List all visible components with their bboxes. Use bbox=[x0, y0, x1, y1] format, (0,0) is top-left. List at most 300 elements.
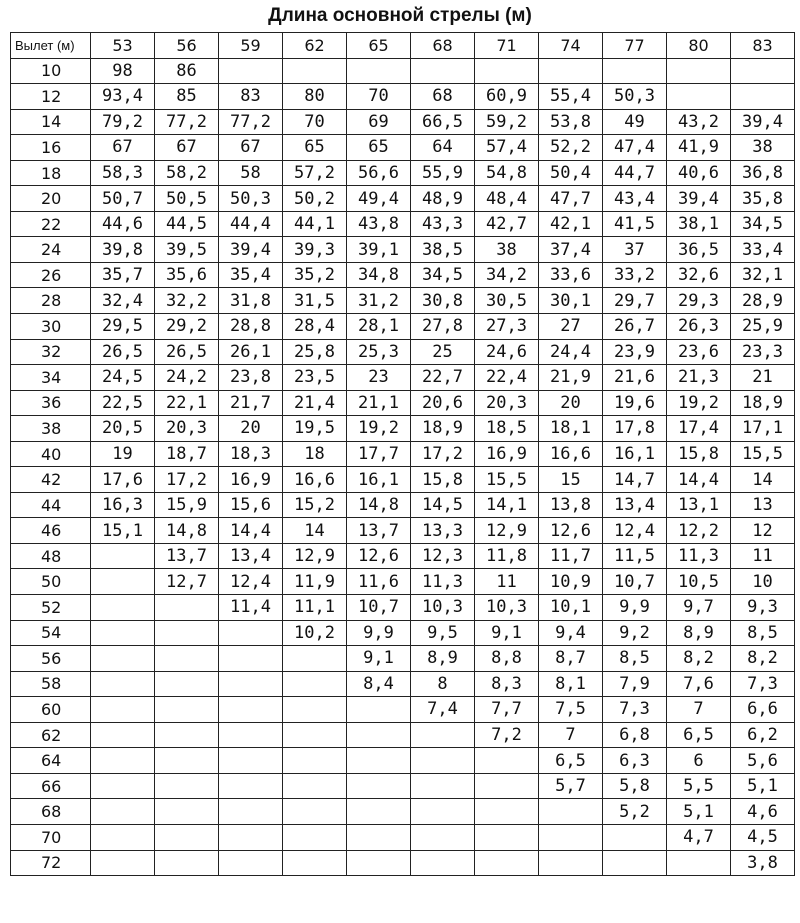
capacity-cell: 15 bbox=[539, 467, 603, 493]
capacity-cell: 9,5 bbox=[411, 620, 475, 646]
capacity-cell: 12,2 bbox=[667, 518, 731, 544]
table-row bbox=[11, 824, 795, 850]
capacity-cell: 39,3 bbox=[283, 237, 347, 263]
capacity-cell: 57,2 bbox=[283, 160, 347, 186]
reach-cell: 70 bbox=[11, 824, 91, 850]
capacity-cell: 16,1 bbox=[603, 441, 667, 467]
capacity-cell bbox=[155, 722, 219, 748]
capacity-cell: 50,4 bbox=[539, 160, 603, 186]
reach-cell: 66 bbox=[11, 773, 91, 799]
capacity-cell: 24,4 bbox=[539, 339, 603, 365]
table-row bbox=[11, 339, 795, 365]
capacity-cell: 80 bbox=[283, 84, 347, 110]
capacity-cell: 25,8 bbox=[283, 339, 347, 365]
capacity-cell: 7,2 bbox=[475, 722, 539, 748]
capacity-cell: 20,3 bbox=[475, 390, 539, 416]
capacity-cell: 9,4 bbox=[539, 620, 603, 646]
capacity-cell bbox=[219, 748, 283, 774]
capacity-cell: 21,7 bbox=[219, 390, 283, 416]
capacity-cell: 49 bbox=[603, 109, 667, 135]
capacity-cell bbox=[91, 850, 155, 876]
reach-cell: 26 bbox=[11, 262, 91, 288]
capacity-cell: 39,4 bbox=[219, 237, 283, 263]
capacity-cell: 15,8 bbox=[411, 467, 475, 493]
capacity-cell bbox=[91, 646, 155, 672]
capacity-cell: 4,7 bbox=[667, 824, 731, 850]
capacity-cell: 28,1 bbox=[347, 314, 411, 340]
capacity-cell: 19,2 bbox=[347, 416, 411, 442]
capacity-cell: 59,2 bbox=[475, 109, 539, 135]
capacity-cell: 53,8 bbox=[539, 109, 603, 135]
capacity-cell: 8,7 bbox=[539, 646, 603, 672]
capacity-cell: 13 bbox=[731, 492, 795, 518]
capacity-cell bbox=[219, 722, 283, 748]
boom-length-header: 71 bbox=[475, 33, 539, 59]
capacity-cell: 39,8 bbox=[91, 237, 155, 263]
capacity-cell: 17,8 bbox=[603, 416, 667, 442]
capacity-cell: 52,2 bbox=[539, 135, 603, 161]
capacity-cell: 69 bbox=[347, 109, 411, 135]
capacity-cell bbox=[91, 748, 155, 774]
capacity-cell bbox=[667, 58, 731, 84]
capacity-cell: 32,2 bbox=[155, 288, 219, 314]
capacity-cell: 70 bbox=[283, 109, 347, 135]
capacity-cell: 58 bbox=[219, 160, 283, 186]
capacity-cell: 23,3 bbox=[731, 339, 795, 365]
capacity-cell: 44,5 bbox=[155, 211, 219, 237]
reach-cell: 60 bbox=[11, 697, 91, 723]
reach-cell: 22 bbox=[11, 211, 91, 237]
capacity-cell: 30,1 bbox=[539, 288, 603, 314]
capacity-cell: 21,1 bbox=[347, 390, 411, 416]
reach-cell: 40 bbox=[11, 441, 91, 467]
capacity-cell: 11,6 bbox=[347, 569, 411, 595]
capacity-cell bbox=[91, 620, 155, 646]
capacity-cell: 21,3 bbox=[667, 365, 731, 391]
boom-length-header: 65 bbox=[347, 33, 411, 59]
capacity-cell: 7,9 bbox=[603, 671, 667, 697]
boom-length-header: 56 bbox=[155, 33, 219, 59]
capacity-cell bbox=[347, 850, 411, 876]
capacity-cell: 44,1 bbox=[283, 211, 347, 237]
capacity-cell: 34,2 bbox=[475, 262, 539, 288]
capacity-cell: 12,9 bbox=[283, 543, 347, 569]
capacity-cell bbox=[155, 799, 219, 825]
capacity-cell bbox=[539, 850, 603, 876]
capacity-cell: 39,1 bbox=[347, 237, 411, 263]
capacity-cell bbox=[155, 748, 219, 774]
capacity-cell: 25,3 bbox=[347, 339, 411, 365]
capacity-cell: 19,2 bbox=[667, 390, 731, 416]
capacity-cell: 77,2 bbox=[219, 109, 283, 135]
corner-label: Вылет (м) bbox=[11, 33, 91, 59]
capacity-cell: 33,4 bbox=[731, 237, 795, 263]
capacity-cell bbox=[347, 722, 411, 748]
capacity-cell: 17,7 bbox=[347, 441, 411, 467]
capacity-cell bbox=[475, 850, 539, 876]
capacity-cell bbox=[155, 697, 219, 723]
capacity-cell: 86 bbox=[155, 58, 219, 84]
capacity-cell: 8,5 bbox=[603, 646, 667, 672]
capacity-cell: 16,9 bbox=[475, 441, 539, 467]
capacity-cell: 77,2 bbox=[155, 109, 219, 135]
capacity-cell bbox=[347, 58, 411, 84]
capacity-cell: 39,4 bbox=[731, 109, 795, 135]
capacity-cell: 38,1 bbox=[667, 211, 731, 237]
capacity-cell bbox=[155, 620, 219, 646]
table-row bbox=[11, 365, 795, 391]
capacity-cell: 6,8 bbox=[603, 722, 667, 748]
capacity-cell: 58,3 bbox=[91, 160, 155, 186]
capacity-cell: 5,7 bbox=[539, 773, 603, 799]
reach-cell: 28 bbox=[11, 288, 91, 314]
capacity-cell: 34,8 bbox=[347, 262, 411, 288]
capacity-cell: 12,7 bbox=[155, 569, 219, 595]
reach-cell: 46 bbox=[11, 518, 91, 544]
capacity-cell: 13,4 bbox=[219, 543, 283, 569]
capacity-cell: 21,6 bbox=[603, 365, 667, 391]
capacity-cell bbox=[475, 748, 539, 774]
capacity-cell: 10,7 bbox=[603, 569, 667, 595]
capacity-cell: 10,3 bbox=[411, 595, 475, 621]
capacity-cell: 38 bbox=[731, 135, 795, 161]
capacity-cell: 93,4 bbox=[91, 84, 155, 110]
capacity-cell: 42,7 bbox=[475, 211, 539, 237]
capacity-cell: 15,5 bbox=[475, 467, 539, 493]
reach-cell: 12 bbox=[11, 84, 91, 110]
reach-cell: 44 bbox=[11, 492, 91, 518]
table-row bbox=[11, 416, 795, 442]
table-row bbox=[11, 467, 795, 493]
capacity-cell bbox=[603, 824, 667, 850]
capacity-cell: 42,1 bbox=[539, 211, 603, 237]
capacity-cell: 44,6 bbox=[91, 211, 155, 237]
table-row bbox=[11, 518, 795, 544]
capacity-cell: 16,9 bbox=[219, 467, 283, 493]
capacity-cell: 7,6 bbox=[667, 671, 731, 697]
capacity-cell: 4,5 bbox=[731, 824, 795, 850]
capacity-cell: 13,7 bbox=[155, 543, 219, 569]
table-row bbox=[11, 543, 795, 569]
boom-length-header: 77 bbox=[603, 33, 667, 59]
table-row bbox=[11, 646, 795, 672]
capacity-cell: 10,5 bbox=[667, 569, 731, 595]
capacity-cell bbox=[91, 671, 155, 697]
capacity-cell: 14,8 bbox=[155, 518, 219, 544]
table-row bbox=[11, 492, 795, 518]
capacity-cell: 14 bbox=[731, 467, 795, 493]
capacity-cell: 16,3 bbox=[91, 492, 155, 518]
table-row bbox=[11, 441, 795, 467]
capacity-cell: 31,5 bbox=[283, 288, 347, 314]
capacity-cell: 7 bbox=[539, 722, 603, 748]
capacity-cell: 17,2 bbox=[155, 467, 219, 493]
capacity-cell bbox=[475, 799, 539, 825]
capacity-cell: 41,5 bbox=[603, 211, 667, 237]
capacity-cell: 6 bbox=[667, 748, 731, 774]
capacity-cell: 21 bbox=[731, 365, 795, 391]
capacity-cell: 9,1 bbox=[475, 620, 539, 646]
capacity-cell: 14,7 bbox=[603, 467, 667, 493]
reach-cell: 20 bbox=[11, 186, 91, 212]
capacity-cell bbox=[219, 773, 283, 799]
table-row bbox=[11, 748, 795, 774]
capacity-cell: 35,8 bbox=[731, 186, 795, 212]
reach-cell: 30 bbox=[11, 314, 91, 340]
capacity-cell: 31,2 bbox=[347, 288, 411, 314]
capacity-cell bbox=[91, 824, 155, 850]
reach-cell: 32 bbox=[11, 339, 91, 365]
capacity-cell: 12,3 bbox=[411, 543, 475, 569]
capacity-cell: 48,4 bbox=[475, 186, 539, 212]
table-row bbox=[11, 722, 795, 748]
capacity-cell: 67 bbox=[219, 135, 283, 161]
table-row bbox=[11, 109, 795, 135]
capacity-cell: 20 bbox=[539, 390, 603, 416]
boom-length-header: 80 bbox=[667, 33, 731, 59]
capacity-cell bbox=[155, 824, 219, 850]
capacity-cell bbox=[603, 850, 667, 876]
table-row bbox=[11, 850, 795, 876]
capacity-cell: 5,5 bbox=[667, 773, 731, 799]
capacity-cell: 18,3 bbox=[219, 441, 283, 467]
boom-length-header: 62 bbox=[283, 33, 347, 59]
reach-cell: 24 bbox=[11, 237, 91, 263]
capacity-cell bbox=[219, 824, 283, 850]
table-row bbox=[11, 671, 795, 697]
capacity-cell: 27,8 bbox=[411, 314, 475, 340]
capacity-cell: 11,3 bbox=[667, 543, 731, 569]
table-row bbox=[11, 697, 795, 723]
capacity-cell: 27,3 bbox=[475, 314, 539, 340]
capacity-cell: 17,6 bbox=[91, 467, 155, 493]
capacity-cell: 7 bbox=[667, 697, 731, 723]
capacity-cell bbox=[475, 824, 539, 850]
capacity-cell bbox=[155, 671, 219, 697]
capacity-cell bbox=[347, 799, 411, 825]
capacity-cell: 57,4 bbox=[475, 135, 539, 161]
table-row bbox=[11, 314, 795, 340]
capacity-cell: 27 bbox=[539, 314, 603, 340]
capacity-cell: 20,3 bbox=[155, 416, 219, 442]
capacity-cell: 6,3 bbox=[603, 748, 667, 774]
capacity-cell: 23,6 bbox=[667, 339, 731, 365]
capacity-cell: 5,1 bbox=[731, 773, 795, 799]
capacity-cell bbox=[155, 646, 219, 672]
capacity-cell: 19,5 bbox=[283, 416, 347, 442]
table-row bbox=[11, 186, 795, 212]
capacity-cell: 17,4 bbox=[667, 416, 731, 442]
capacity-cell: 19,6 bbox=[603, 390, 667, 416]
capacity-cell: 26,5 bbox=[155, 339, 219, 365]
capacity-cell: 29,2 bbox=[155, 314, 219, 340]
capacity-cell: 28,4 bbox=[283, 314, 347, 340]
capacity-cell: 10 bbox=[731, 569, 795, 595]
table-row bbox=[11, 84, 795, 110]
capacity-cell bbox=[475, 58, 539, 84]
reach-cell: 34 bbox=[11, 365, 91, 391]
capacity-cell: 29,7 bbox=[603, 288, 667, 314]
capacity-cell: 26,7 bbox=[603, 314, 667, 340]
capacity-cell: 23,8 bbox=[219, 365, 283, 391]
capacity-cell: 25 bbox=[411, 339, 475, 365]
capacity-cell bbox=[411, 799, 475, 825]
capacity-cell: 50,3 bbox=[219, 186, 283, 212]
capacity-cell: 16,6 bbox=[539, 441, 603, 467]
reach-cell: 16 bbox=[11, 135, 91, 161]
capacity-cell: 26,5 bbox=[91, 339, 155, 365]
reach-cell: 52 bbox=[11, 595, 91, 621]
capacity-cell: 7,7 bbox=[475, 697, 539, 723]
capacity-cell bbox=[219, 697, 283, 723]
capacity-cell bbox=[411, 748, 475, 774]
capacity-cell bbox=[539, 799, 603, 825]
reach-cell: 42 bbox=[11, 467, 91, 493]
capacity-cell: 11,3 bbox=[411, 569, 475, 595]
capacity-cell: 16,6 bbox=[283, 467, 347, 493]
capacity-cell: 18,1 bbox=[539, 416, 603, 442]
capacity-cell bbox=[283, 58, 347, 84]
capacity-cell bbox=[91, 773, 155, 799]
capacity-cell bbox=[91, 697, 155, 723]
capacity-cell: 14 bbox=[283, 518, 347, 544]
capacity-cell: 7,5 bbox=[539, 697, 603, 723]
capacity-cell: 15,8 bbox=[667, 441, 731, 467]
table-row bbox=[11, 773, 795, 799]
capacity-cell: 24,5 bbox=[91, 365, 155, 391]
capacity-cell: 35,4 bbox=[219, 262, 283, 288]
capacity-cell bbox=[667, 84, 731, 110]
capacity-cell: 11,7 bbox=[539, 543, 603, 569]
capacity-cell: 38,5 bbox=[411, 237, 475, 263]
capacity-cell bbox=[603, 58, 667, 84]
capacity-cell: 50,3 bbox=[603, 84, 667, 110]
table-row bbox=[11, 262, 795, 288]
capacity-cell: 23,5 bbox=[283, 365, 347, 391]
reach-cell: 64 bbox=[11, 748, 91, 774]
capacity-cell: 28,9 bbox=[731, 288, 795, 314]
capacity-cell: 3,8 bbox=[731, 850, 795, 876]
capacity-cell bbox=[411, 58, 475, 84]
capacity-cell bbox=[411, 824, 475, 850]
capacity-cell: 10,9 bbox=[539, 569, 603, 595]
capacity-cell: 47,4 bbox=[603, 135, 667, 161]
capacity-cell: 15,9 bbox=[155, 492, 219, 518]
capacity-cell: 25,9 bbox=[731, 314, 795, 340]
reach-cell: 68 bbox=[11, 799, 91, 825]
header-row bbox=[11, 33, 795, 59]
capacity-cell: 43,4 bbox=[603, 186, 667, 212]
reach-cell: 58 bbox=[11, 671, 91, 697]
capacity-cell: 8,4 bbox=[347, 671, 411, 697]
table-row bbox=[11, 620, 795, 646]
reach-cell: 38 bbox=[11, 416, 91, 442]
reach-cell: 18 bbox=[11, 160, 91, 186]
capacity-cell: 6,2 bbox=[731, 722, 795, 748]
capacity-cell: 35,6 bbox=[155, 262, 219, 288]
capacity-cell: 43,3 bbox=[411, 211, 475, 237]
capacity-cell: 64 bbox=[411, 135, 475, 161]
table-row bbox=[11, 595, 795, 621]
capacity-cell bbox=[347, 773, 411, 799]
capacity-cell bbox=[347, 824, 411, 850]
capacity-cell: 40,6 bbox=[667, 160, 731, 186]
capacity-cell: 13,3 bbox=[411, 518, 475, 544]
reach-cell: 14 bbox=[11, 109, 91, 135]
capacity-cell bbox=[411, 850, 475, 876]
capacity-cell bbox=[283, 697, 347, 723]
capacity-cell bbox=[539, 824, 603, 850]
capacity-cell: 31,8 bbox=[219, 288, 283, 314]
capacity-cell: 58,2 bbox=[155, 160, 219, 186]
capacity-cell: 13,7 bbox=[347, 518, 411, 544]
capacity-cell: 9,1 bbox=[347, 646, 411, 672]
load-chart-table bbox=[10, 32, 795, 876]
table-row bbox=[11, 58, 795, 84]
capacity-cell: 43,2 bbox=[667, 109, 731, 135]
capacity-cell bbox=[91, 595, 155, 621]
capacity-cell bbox=[91, 569, 155, 595]
capacity-cell: 26,3 bbox=[667, 314, 731, 340]
capacity-cell: 41,9 bbox=[667, 135, 731, 161]
capacity-cell: 6,5 bbox=[667, 722, 731, 748]
capacity-cell: 11 bbox=[475, 569, 539, 595]
capacity-cell: 29,3 bbox=[667, 288, 731, 314]
capacity-cell: 56,6 bbox=[347, 160, 411, 186]
capacity-cell: 70 bbox=[347, 84, 411, 110]
capacity-cell: 5,2 bbox=[603, 799, 667, 825]
capacity-cell: 16,1 bbox=[347, 467, 411, 493]
capacity-cell: 17,2 bbox=[411, 441, 475, 467]
capacity-cell: 7,3 bbox=[603, 697, 667, 723]
capacity-cell: 12,4 bbox=[603, 518, 667, 544]
capacity-cell: 50,7 bbox=[91, 186, 155, 212]
capacity-cell: 12,4 bbox=[219, 569, 283, 595]
capacity-cell: 23 bbox=[347, 365, 411, 391]
table-row bbox=[11, 569, 795, 595]
capacity-cell: 4,6 bbox=[731, 799, 795, 825]
capacity-cell: 22,5 bbox=[91, 390, 155, 416]
capacity-cell: 30,8 bbox=[411, 288, 475, 314]
capacity-cell: 35,2 bbox=[283, 262, 347, 288]
capacity-cell: 37,4 bbox=[539, 237, 603, 263]
reach-cell: 50 bbox=[11, 569, 91, 595]
capacity-cell bbox=[731, 84, 795, 110]
capacity-cell: 50,2 bbox=[283, 186, 347, 212]
capacity-cell: 35,7 bbox=[91, 262, 155, 288]
capacity-cell: 65 bbox=[347, 135, 411, 161]
capacity-cell: 20,6 bbox=[411, 390, 475, 416]
capacity-cell: 10,3 bbox=[475, 595, 539, 621]
capacity-cell: 8,9 bbox=[667, 620, 731, 646]
capacity-cell: 30,5 bbox=[475, 288, 539, 314]
capacity-cell bbox=[219, 58, 283, 84]
capacity-cell: 22,4 bbox=[475, 365, 539, 391]
capacity-cell: 18 bbox=[283, 441, 347, 467]
reach-cell: 56 bbox=[11, 646, 91, 672]
capacity-cell: 47,7 bbox=[539, 186, 603, 212]
capacity-cell: 5,1 bbox=[667, 799, 731, 825]
capacity-cell: 33,6 bbox=[539, 262, 603, 288]
capacity-cell bbox=[539, 58, 603, 84]
capacity-cell: 14,1 bbox=[475, 492, 539, 518]
capacity-cell: 32,1 bbox=[731, 262, 795, 288]
capacity-cell: 39,5 bbox=[155, 237, 219, 263]
capacity-cell: 11,5 bbox=[603, 543, 667, 569]
capacity-cell: 22,7 bbox=[411, 365, 475, 391]
capacity-cell: 65 bbox=[283, 135, 347, 161]
capacity-cell: 44,7 bbox=[603, 160, 667, 186]
